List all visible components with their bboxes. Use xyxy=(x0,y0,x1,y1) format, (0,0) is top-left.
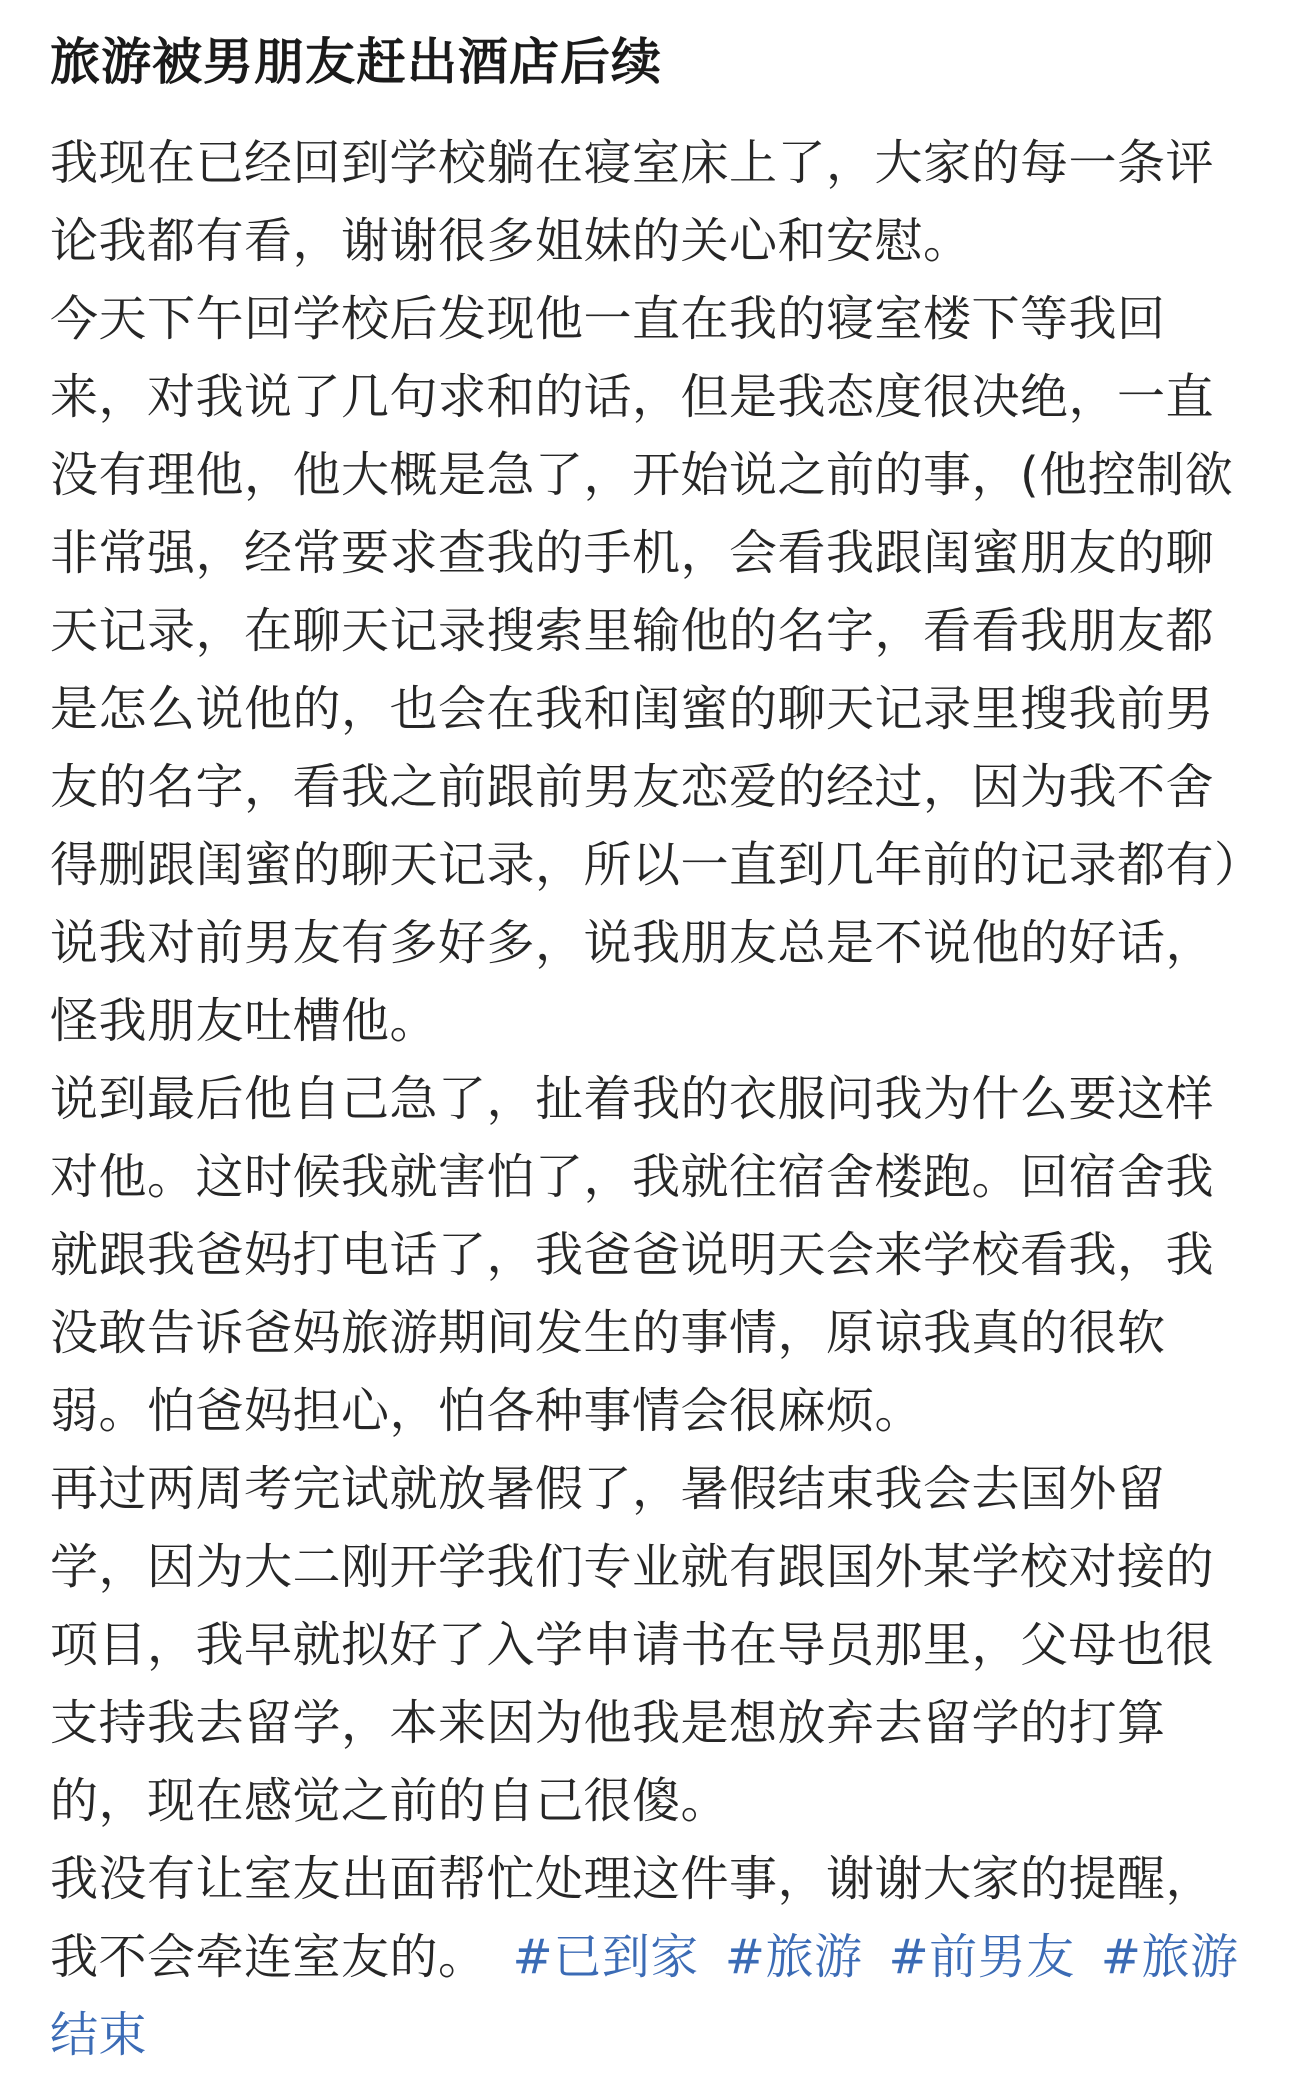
hashtag-link[interactable]: #前男友 xyxy=(888,1929,1075,1985)
hashtag-link[interactable]: #旅游 xyxy=(724,1929,863,1985)
hashtag-link[interactable]: #已到家 xyxy=(512,1929,699,1985)
post xyxy=(50,30,1245,2074)
paragraph: 说到最后他自己急了，扯着我的衣服问我为什么要这样对他。这时候我就害怕了，我就往宿舍楼跑。回宿舍我就跟我爸妈打电话了，我爸爸说明天会来学校看我，我没敢告诉爸妈旅游期间发生的事情，原谅我真的很软弱。怕爸妈担心，怕各种事情会很麻烦。 xyxy=(50,1071,1215,1439)
hashtag-link[interactable]: #旅游结束 xyxy=(50,1929,1239,2063)
paragraph: 我现在已经回到学校躺在寝室床上了，大家的每一条评论我都有看，谢谢很多姐妹的关心和安慰。 xyxy=(50,135,1215,269)
paragraph: 再过两周考完试就放暑假了，暑假结束我会去国外留学，因为大二刚开学我们专业就有跟国外某学校对接的项目，我早就拟好了入学申请书在导员那里，父母也很支持我去留学，本来因为他我是想放弃去留学的打算的，现在感觉之前的自己很傻。 xyxy=(50,1461,1215,1829)
post-title: 旅游被男朋友赶出酒店后续 xyxy=(50,33,662,91)
paragraph-text: 我没有让室友出面帮忙处理这件事，谢谢大家的提醒，我不会牵连室友的。 xyxy=(50,1851,1215,1985)
paragraph xyxy=(50,1840,1245,2074)
post-body xyxy=(50,124,1245,2074)
paragraph: 今天下午回学校后发现他一直在我的寝室楼下等我回来，对我说了几句求和的话，但是我态度很决绝，一直没有理他，他大概是急了，开始说之前的事，(他控制欲非常强，经常要求查我的手机，会看我跟闺蜜朋友的聊天记录，在聊天记录搜索里输他的名字，看看我朋友都是怎么说他的，也会在我和闺蜜的聊天记录里搜我前男友的名字，看我之前跟前男友恋爱的经过，因为我不舍得删跟闺蜜的聊天记录，所以一直到几年前的记录都有）说我对前男友有多好多，说我朋友总是不说他的好话，怪我朋友吐槽他。 xyxy=(50,291,1239,1049)
